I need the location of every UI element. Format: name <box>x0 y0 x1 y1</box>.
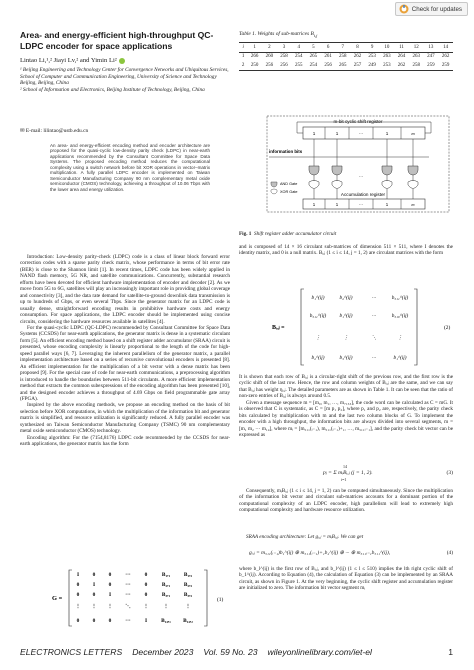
table-header-cell: 8 <box>350 43 365 53</box>
eq1-matrix-entry: 0 <box>108 582 112 588</box>
eq3-sum-bot: i=1 <box>341 477 347 482</box>
fig-acc-cell-1: 1 <box>312 202 316 207</box>
eq1-matrix-entry: I <box>92 582 96 588</box>
eq1-matrix-entry: B₁,₁ <box>161 572 171 578</box>
eq1-matrix-entry: 0 <box>92 572 96 578</box>
eq2-matrix-entry: ··· <box>372 355 376 361</box>
table-cell: 259 <box>424 61 439 70</box>
eq3-sum-top: 14 <box>343 464 347 469</box>
table-cell: 264 <box>397 54 406 60</box>
affiliations <box>20 67 230 93</box>
eq1-matrix-entry: B₂,₂ <box>183 582 193 588</box>
figure-1-caption <box>239 231 336 237</box>
authors-text: Lintao Li,¹,² Jiayi Lv,² and Yimin Li² <box>20 57 117 64</box>
table-header-cell: 7 <box>335 43 350 53</box>
eq2-left-bracket <box>301 289 304 365</box>
eq1-matrix-entry: ⋮ <box>143 604 149 610</box>
eq1-matrix-entry: 0 <box>108 618 112 624</box>
fig-and-gate-3 <box>382 166 392 175</box>
right-body-text <box>239 244 453 257</box>
eq1-matrix-entry: 0 <box>144 582 148 588</box>
eq1-matrix-entry: B₃,₁ <box>161 592 171 598</box>
fig-shift-register <box>303 127 425 139</box>
abstract: An area- and energy-efficient encoding method and encoder architecture are proposed for the quasi-cyclic low-density parity check (LDPC) in near-earth applications recommended by the Consultant Committee for Space Data Systems. The proposed encoding method reduces the computational complexity using a switch network before bit XOR operations in vector–matrix multiplication. A fully parallel LDPC encoder is implemented on Taiwan Semiconductor Manufacturing Company 90 nm complementary metal oxide semiconductor (CMOS) technology, achieving a throughput of 10.06 Tbps with the lower area and energy utilization. <box>50 143 210 192</box>
paragraph-encoding-algorithm: Encoding algorithm: For the (7154,8176) LDPC code recommended by the CCSDS for near-earth applications, the generator matrix has the form <box>20 434 230 448</box>
table-cell: 253 <box>379 61 394 70</box>
footer-journal: ELECTRONICS LETTERS <box>20 647 123 657</box>
table-cell: 258 <box>280 54 288 60</box>
eq1-matrix-entry: 0 <box>76 592 80 598</box>
eq2-matrix-entry: ⋮ <box>397 335 403 341</box>
table-cell: 262 <box>353 54 362 60</box>
footer-date: December 2023 <box>132 647 194 657</box>
table-header-cell: 1 <box>247 43 262 53</box>
table-cell: 258 <box>409 61 424 70</box>
eq2-matrix-entry: b₅₁₀^(ij) <box>391 313 409 319</box>
paragraph-message-sequence: Given a message sequence m = [m₀, m₁, …, m₇₁₅₃], the code word can be calculated as C = mG. It is observed that C is systematic, as C = [m p₁ p₂], where p₁ and p₂ are, respectively, the parity check bits calculated by multiplication with m and the last two column blocks of G. To implement the encoder with a high throughput, the information bits are always divided into several segments, m = [m₁ m₂ ··· m₁₄], where mᵢ = [m₅₁₁(ᵢ₋₁), m₅₁₁(ᵢ₋₁)+₁, …, m₅₁₁ᵢ₋₁], and the parity check bit vector can be expressed as <box>239 399 453 439</box>
table-cell: 1 <box>241 54 245 60</box>
paragraph-circulant-weights: It is shown that each row of Bᵢ,ⱼ is a circular-right shift of the previous row, and the first row is the cyclic shift of the last row. Hence, the row and column weights of Bᵢ,ⱼ are the same, and we can say that Bᵢ,ⱼ has weight ηᵢ,ⱼ. The detailed parameters are as shown in Table 1. It can be seen that the ratio of non-zero entries of Bᵢ,ⱼ is always around 0.5. <box>239 374 453 400</box>
eq1-matrix-entry: I <box>144 618 148 624</box>
eq1-right-bracket <box>204 570 207 626</box>
eq1-matrix-entry: 0 <box>92 618 96 624</box>
table-cell: 2 <box>239 61 247 70</box>
figure-caption-label: Fig. 1 <box>239 231 252 237</box>
fig-acc-cell-m: m <box>411 202 415 207</box>
eq2-matrix-entry: b₃^(ij) <box>339 355 353 361</box>
table-row <box>239 61 453 70</box>
eq2-matrix-entry: ⋮ <box>343 335 349 341</box>
eq1-matrix-entry: ··· <box>125 572 131 578</box>
table-1-caption <box>239 31 317 38</box>
eq1-matrix-entry: B₁₄,₂ <box>183 618 193 624</box>
table-cell: 256 <box>277 61 292 70</box>
table-cell: 256 <box>321 61 336 70</box>
eq2-lhs: Bᵢ,ⱼ = <box>272 325 285 331</box>
table-cell: 257 <box>350 61 365 70</box>
fig-acc-cell-dots: ··· <box>358 202 364 207</box>
table-header-cell: 4 <box>291 43 306 53</box>
eq1-matrix-entry: 0 <box>92 592 96 598</box>
eq1-matrix-entry: ··· <box>125 582 131 588</box>
table-cell: 249 <box>365 61 380 70</box>
eq1-number: (1) <box>217 597 224 603</box>
eq2-matrix-entry: b₅₁₁^(ij) <box>391 295 409 301</box>
affiliation-2: ² School of Information and Electronics, Beijing Institute of Technology, Beijing, China <box>20 86 205 93</box>
eq1-matrix-entry: 0 <box>76 618 80 624</box>
fig-acc-cell-2: 1 <box>335 202 339 207</box>
fig-top-register-label: m-bit cyclic shift register <box>333 119 383 124</box>
table-cell: 262 <box>441 54 450 60</box>
table-header-cell: 10 <box>379 43 394 53</box>
page-footer <box>20 647 453 659</box>
fig-reg-cell-m: m <box>411 131 415 136</box>
equation-1-generator-matrix <box>20 566 230 628</box>
paragraph-related-work: For the quasi-cyclic LDPC (QC-LDPC) recommended by Consultant Committee for Space Data Systems (CCSDS) for near-earth applications, the generator matrix is dense in a systematic circulant form [5]. An efficient encoding method based on a shift register adder accumulator (SRAA) circuit is presented, whose encoding complexity is linearly proportional to the length of the code for high-speed parallel ways [6, 7]. Leveraging the inherent parallelism of the generator matrix, a parallel implementation architecture based on a series of recursive convolutional encoders is presented [8]. An efficient implementation for the multiplication of a bit vector with a dense matrix has been proposed [9]. For the special case of code for near-earth communications, a preprocessing algorithm is introduced to handle the boundaries between 511-bit circulants. A more efficient implementation method that extracts the common subexpressions of the encoding algorithm has been presented [10], and the designed encoder achieves a throughput of 4.69 Gbps on field programmable gate array (FPGA). <box>20 324 230 402</box>
equation-3 <box>239 464 453 483</box>
eq1-matrix-entry: 0 <box>76 582 80 588</box>
table-cell: 253 <box>368 54 376 60</box>
table-cell: 265 <box>335 61 350 70</box>
paragraph-consequently: Consequently, mᵢBᵢ,ⱼ (1 ≤ i ≤ 14, j = 1, 2) can be computed simultaneously. Since the multiplication of the information bit vector and circulant sub-matrices accounts for a dominant portion of the computational complexity of an LDPC encoder, high parallelism will lead to extremely high computational complexity and hardware resource utilization. <box>239 488 453 514</box>
table-header-cell: 13 <box>424 43 439 53</box>
eq3-text: pⱼ = Σ mᵢBᵢ,ⱼ (j = 1, 2). <box>323 470 373 476</box>
eq3-number: (3) <box>446 470 453 476</box>
table-header-cell: 12 <box>409 43 424 53</box>
eq1-matrix-entry: I <box>76 572 80 578</box>
table-header-cell: i <box>239 43 247 53</box>
fig-info-bits-label: information bits <box>269 149 303 154</box>
paragraph-proposal: Inspired by the above encoding methods, we propose an encoding method on the basis of bit selection before XOR computations, in which the multiplication of the information bit and generator matrix is simplified, and resource utilization is significantly reduced. A fully parallel encoder was synthesized on Taiwan Semiconductor Manufacturing Company (TSMC) 90 nm complementary metal oxide semiconductor (CMOS) technology. <box>20 402 230 435</box>
email-line <box>20 128 230 135</box>
eq1-matrix-entry: ⋮ <box>91 604 97 610</box>
table-cell: 263 <box>412 54 420 60</box>
table-cell: 256 <box>262 61 277 70</box>
check-for-updates-button[interactable] <box>395 2 468 16</box>
paragraph-introduction: Introduction: Low-density parity-check (LDPC) code is a class of linear block forward error correction codes with a sparse parity check matrix, whose performance in terms of bit error rate (BER) is close to the Shannon limit [1]. In recent times, LDPC code has been widely applied in NAND flash memory, 5G NR, and satellite communications. Concurrently, substantial research efforts have been devoted for efficient hardware implementation of encoder and decoder [2]. As we move from 5G to 6G, satellites will play an increasingly important role in providing global coverage and connectivity [3], and the data rate demand for satellite-to-ground downlink data transmission is up to hundreds of Gbps, or even several Tbps. Since the generator matrix for an LDPC code is usually dense, straightforward encoding results in prohibitive hardware costs and energy consumption. For space applications, the LDPC encoder should be implemented using concise circuits, considering the hardware resources available in satellites [4]. <box>20 254 230 325</box>
paper-title: Area- and energy-efficient high-throughput QC-LDPC encoder for space applications <box>20 30 214 51</box>
sraa-intro <box>239 534 453 540</box>
eq1-matrix-entry: ⋮ <box>107 604 113 610</box>
table-caption-text: Table 1. Weights of sub-matrices B <box>239 31 314 37</box>
eq1-matrix-entry: B₃,₂ <box>183 592 193 598</box>
check-for-updates-label: Check for updates <box>411 5 462 13</box>
fig-reg-cell-1: 1 <box>312 131 316 136</box>
email-text[interactable]: E-mail: lilintao@ustb.edu.cn <box>25 128 89 134</box>
eq1-cells <box>75 572 193 624</box>
fig-reg-cell-2: 1 <box>335 131 339 136</box>
eq1-matrix-entry: 0 <box>108 572 112 578</box>
table-cell: 258 <box>339 54 347 60</box>
eq2-matrix-entry: b₅₁₁^(ij) <box>309 313 327 319</box>
eq1-lhs: G = <box>52 595 63 602</box>
eq1-matrix-entry: I <box>108 592 112 598</box>
eq1-matrix-entry: ⋮ <box>75 604 81 610</box>
eq4-number: (4) <box>446 550 453 556</box>
eq2-matrix-entry: ··· <box>372 313 376 319</box>
table-header-cell: 2 <box>262 43 277 53</box>
table-cell: 263 <box>383 54 391 60</box>
eq4-text: gᵢ,ⱼ = m₅₁₁(ᵢ₋₁)b₁^(ij) ⊕ m₅₁₁(ᵢ₋₁)+₁b₂^(ij) ⊕ ··· ⊕ m₅₁₁ᵢ₋₁b₅₁₁^(ij), <box>249 550 391 556</box>
table-cell: 260 <box>265 54 274 60</box>
eq1-matrix-entry: B₂,₁ <box>161 582 171 588</box>
eq1-matrix-entry: ⋮ <box>163 604 169 610</box>
figure-1-sraa-circuit <box>253 112 453 226</box>
eq1-left-bracket <box>69 570 72 626</box>
fig-gate-dots: ··· <box>358 174 364 179</box>
footer-volume: Vol. 59 No. 23 <box>203 647 258 657</box>
table-caption-sub: i,j <box>313 33 318 39</box>
table-cell: 250 <box>247 61 262 70</box>
paragraph-sraa-description: where b_l^(ij) is the first row of Bᵢ,ⱼ, and b_l^(ij) (1 ≤ l ≤ 510) implies the lth right cyclic shift of b_1^(ij). According to Equation (4), the calculation of Equation (3) can be implemented by an SRAA circuit, as shown in Figure 1. At the very beginning, the cyclic shift register and accumulation register are initialized to zero. The information bit vector segment mᵢ <box>239 566 453 592</box>
eq2-number: (2) <box>444 325 451 331</box>
legend-xor-gate-icon <box>271 189 277 194</box>
legend-and-gate-icon <box>271 182 277 187</box>
fig-acc-cell-3: 1 <box>385 202 389 207</box>
eq2-matrix-entry: b₂^(ij) <box>311 355 325 361</box>
eq2-matrix-entry: b₁^(ij) <box>393 355 407 361</box>
table-header-cell: 3 <box>277 43 292 53</box>
table-cell: 262 <box>394 61 409 70</box>
eq1-matrix-entry: B₁₄,₁ <box>161 618 171 624</box>
footer-url[interactable]: wileyonlinelibrary.com/iet-el <box>267 647 372 657</box>
legend-xor-label: XOR Gate <box>280 190 298 194</box>
eq1-matrix-entry: 0 <box>144 592 148 598</box>
table-1-weights <box>239 42 453 71</box>
left-body-text <box>20 254 230 448</box>
eq1-matrix-entry: ⋱ <box>125 604 131 610</box>
footer-page-number: 1 <box>448 647 453 657</box>
affiliation-1: ¹ Beijing Engineering and Technology Center for Convergence Networks and Ubiquitous Services, School of Computer and Communication Engineering, University of Science and Technology Beijing, Beijing, China <box>20 67 229 87</box>
table-header-cell: 5 <box>306 43 321 53</box>
eq2-matrix-entry: ⋱ <box>371 335 377 341</box>
eq1-matrix-entry: 0 <box>144 572 148 578</box>
fig-accumulation-label: Accumulation register <box>340 192 386 197</box>
orcid-icon[interactable] <box>119 58 125 64</box>
fig-xor-gate-1 <box>309 181 319 189</box>
equation-4 <box>239 547 453 561</box>
eq2-matrix-entry: ··· <box>372 295 376 301</box>
right-body-text-4 <box>239 566 453 592</box>
fig-xor-gate-3 <box>382 181 392 189</box>
eq1-matrix-entry: ··· <box>125 592 131 598</box>
eq2-matrix-entry: b₁^(ij) <box>311 295 325 301</box>
fig-accumulation-register <box>303 199 425 209</box>
table-cell: 255 <box>291 61 306 70</box>
table-cell: 265 <box>309 54 318 60</box>
table-cell: 261 <box>324 54 332 60</box>
eq2-matrix-entry: b₁^(ij) <box>339 313 353 319</box>
legend-and-label: AND Gate <box>280 182 298 186</box>
table-cell: 254 <box>306 61 321 70</box>
eq1-matrix-entry: ··· <box>125 618 131 624</box>
author-line <box>20 57 230 65</box>
eq2-matrix-entry: ⋮ <box>315 335 321 341</box>
update-badge-icon <box>399 4 409 14</box>
paragraph-sraa-intro: SRAA encoding architecture: Let gᵢ,ⱼ = mᵢBᵢ,ⱼ. We can get <box>246 534 364 540</box>
eq1-matrix-entry: B₁,₂ <box>183 572 193 578</box>
eq2-right-bracket <box>414 289 417 365</box>
eq1-matrix-entry: ⋮ <box>185 604 191 610</box>
fig-reg-cell-3: 1 <box>385 131 389 136</box>
fig-reg-cell-dots: ··· <box>358 131 364 136</box>
table-row <box>239 52 453 61</box>
right-body-text-2 <box>239 374 453 439</box>
figure-caption-text: Shift register adder accumulator circuit <box>254 231 337 237</box>
fig-and-gate-2 <box>332 166 342 175</box>
table-cell: 247 <box>427 54 435 60</box>
table-cell: 254 <box>294 54 303 60</box>
eq2-cells <box>310 294 409 361</box>
fig-xor-gate-4 <box>408 181 418 189</box>
table-header-cell: 6 <box>321 43 336 53</box>
paragraph-matrix-composition: and is composed of 14 × 16 circulant sub-matrices of dimension 511 × 511, where I denotes the identity matrix, and 0 is a null matrix. Bᵢ,ⱼ (1 ≤ i ≤ 14, j = 1, 2) are circulant matrices with the form <box>239 244 453 257</box>
fig-and-gate-1 <box>309 166 319 175</box>
table-cell: 266 <box>250 54 259 60</box>
right-body-text-3 <box>239 488 453 514</box>
table-header-row <box>239 43 453 53</box>
fig-xor-gate-2 <box>332 181 342 189</box>
eq2-matrix-entry: b₂^(ij) <box>339 295 353 301</box>
fig-and-gate-4 <box>408 166 418 175</box>
table-header-cell: 11 <box>394 43 409 53</box>
table-header-cell: 14 <box>438 43 453 53</box>
envelope-icon: ✉ <box>20 128 26 134</box>
table-cell: 259 <box>438 61 453 70</box>
table-header-cell: 9 <box>365 43 380 53</box>
equation-2-circulant-matrix <box>270 283 454 369</box>
